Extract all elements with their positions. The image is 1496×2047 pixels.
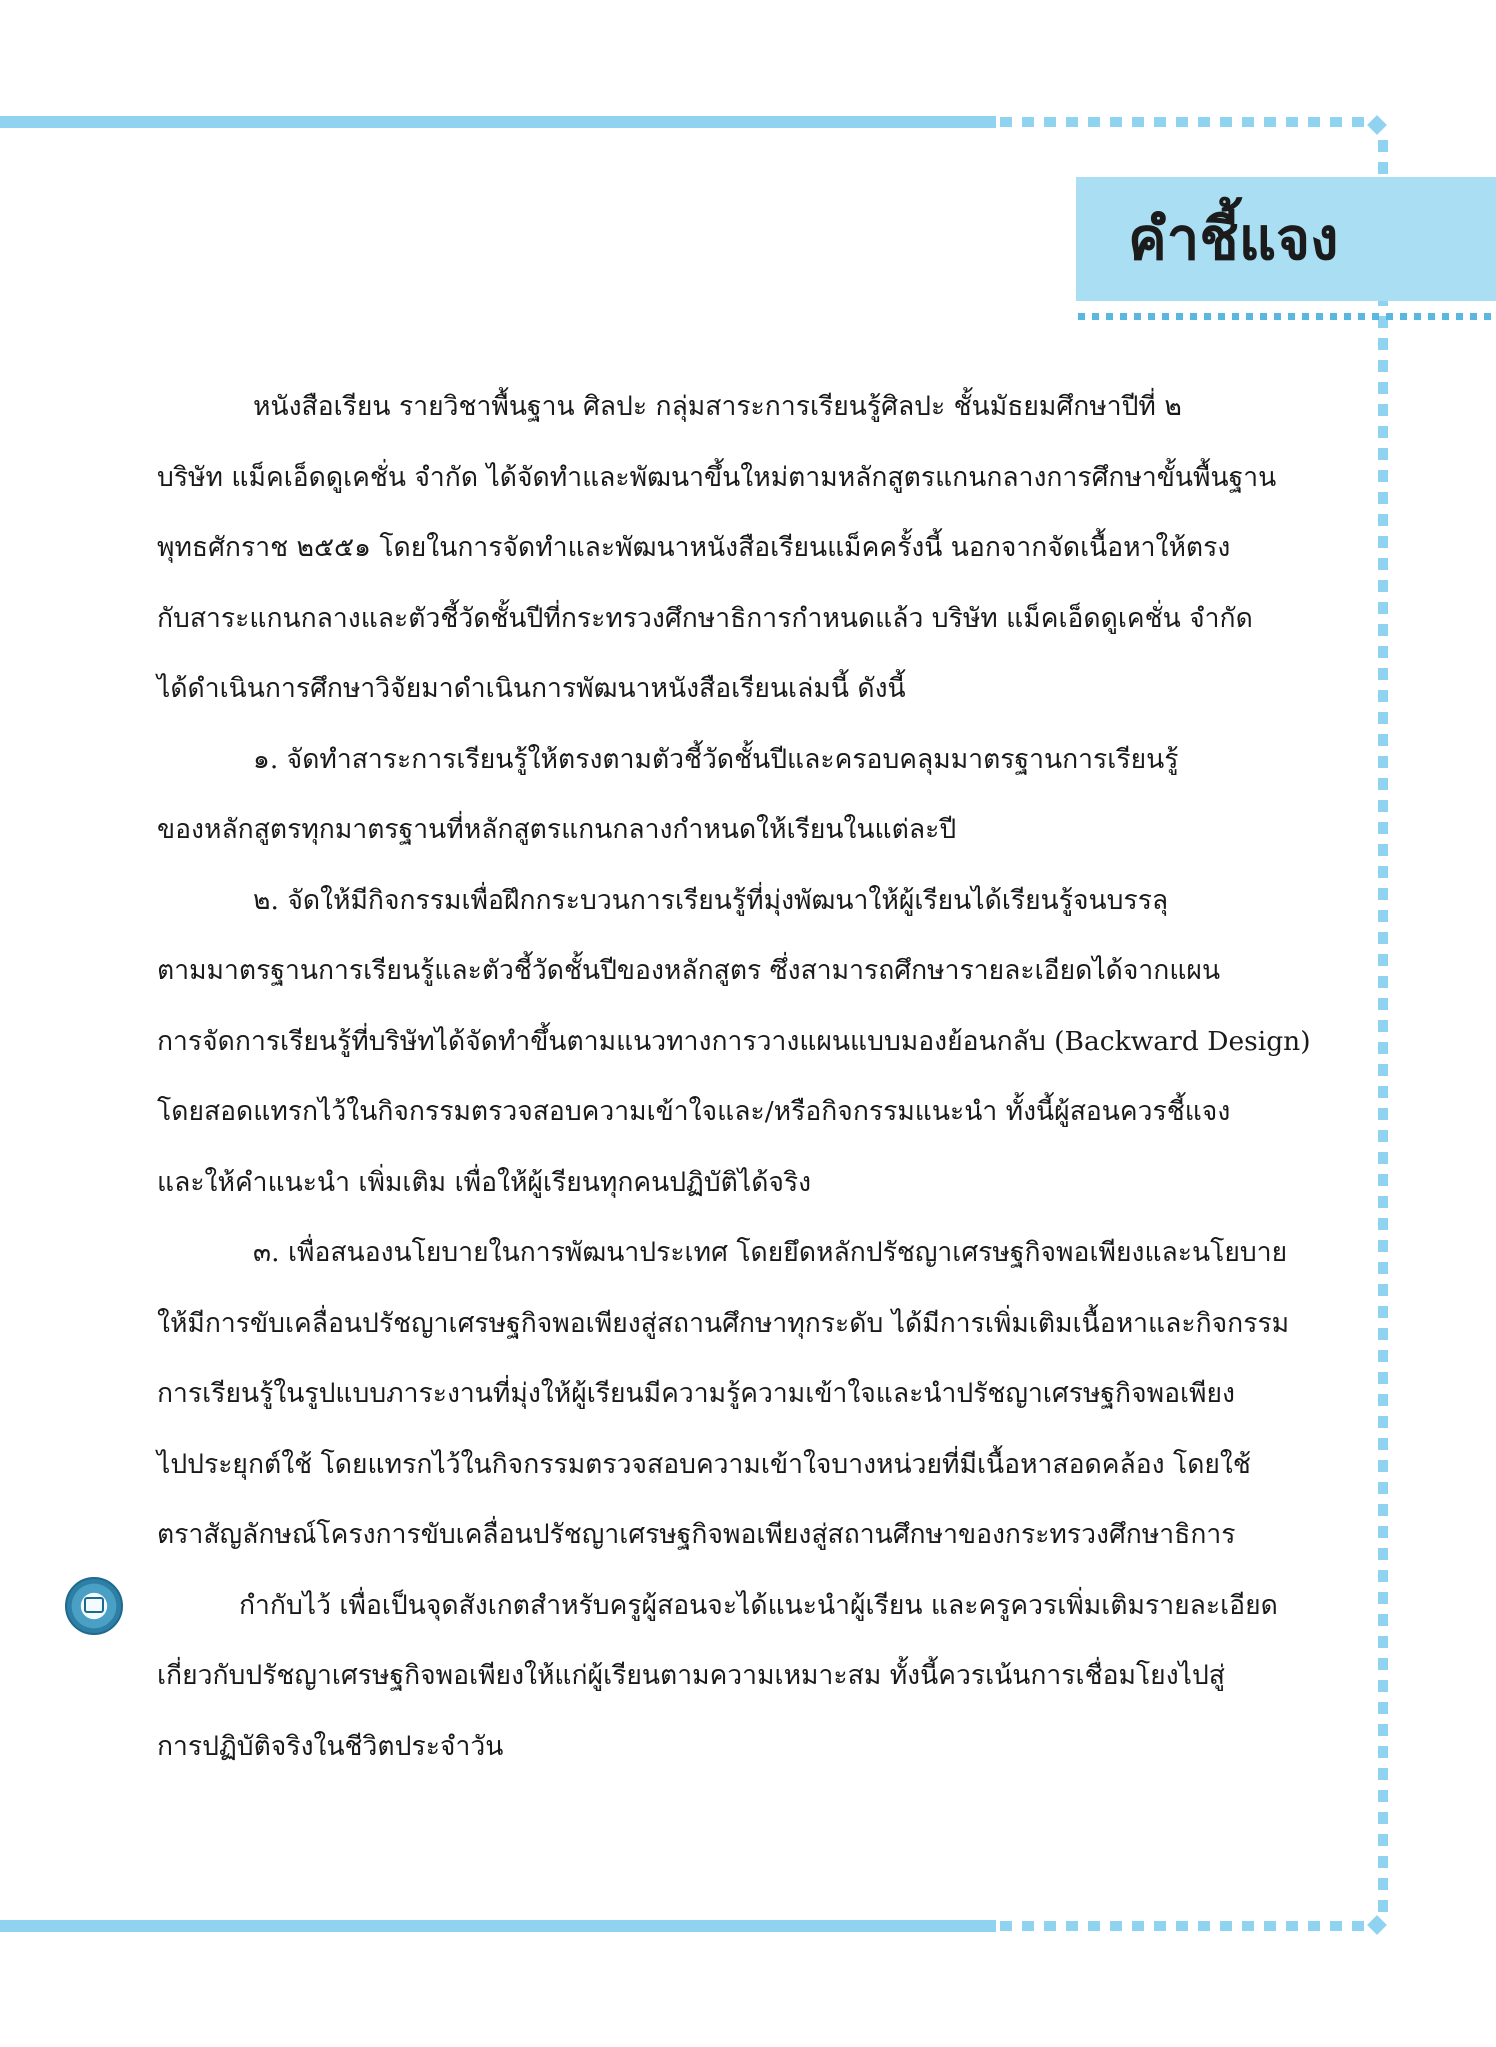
top-frame-dotted [1000, 117, 1364, 127]
text-line: หนังสือเรียน รายวิชาพื้นฐาน ศิลปะ กลุ่มสาระการเรียนรู้ศิลปะ ชั้นมัธยมศึกษาปีที่ ๒ [253, 391, 1182, 422]
text-line: ๒. จัดให้มีกิจกรรมเพื่อฝึกกระบวนการเรียนรู้ที่มุ่งพัฒนาให้ผู้เรียนได้เรียนรู้จนบรรลุ [253, 884, 1169, 916]
text-line: ของหลักสูตรทุกมาตรฐานที่หลักสูตรแกนกลางกำหนดให้เรียนในแต่ละปี [157, 814, 957, 845]
text-line: ตราสัญลักษณ์โครงการขับเคลื่อนปรัชญาเศรษฐกิจพอเพียงสู่สถานศึกษาของกระทรวงศึกษาธิการ [157, 1519, 1236, 1550]
text-line: บริษัท แม็คเอ็ดดูเคชั่น จำกัด ได้จัดทำและพัฒนาขึ้นใหม่ตามหลักสูตรแกนกลางการศึกษาขั้นพื้นฐาน [157, 461, 1277, 493]
document-body [157, 372, 1339, 1782]
top-frame-bar [0, 116, 996, 128]
bottom-frame-bar [0, 1920, 996, 1932]
text-line: โดยสอดแทรกไว้ในกิจกรรมตรวจสอบความเข้าใจและ/หรือกิจกรรมแนะนำ ทั้งนี้ผู้สอนควรชี้แจง [157, 1096, 1231, 1127]
text-line: กับสาระแกนกลางและตัวชี้วัดชั้นปีที่กระทรวงศึกษาธิการกำหนดแล้ว บริษัท แม็คเอ็ดดูเคชั่น จำกัด [157, 602, 1253, 634]
emblem-text-line [61, 1571, 1339, 1642]
title-underline-dotted [1078, 313, 1496, 320]
text-line: กำกับไว้ เพื่อเป็นจุดสังเกตสำหรับครูผู้สอนจะได้แนะนำผู้เรียน และครูควรเพิ่มเติมรายละเอียด [239, 1589, 1278, 1621]
top-right-corner-dot [1367, 115, 1387, 135]
text-line: ให้มีการขับเคลื่อนปรัชญาเศรษฐกิจพอเพียงสู่สถานศึกษาทุกระดับ ได้มีการเพิ่มเติมเนื้อหาและกิจกรรม [157, 1307, 1290, 1339]
text-line: การปฏิบัติจริงในชีวิตประจำวัน [157, 1730, 504, 1762]
text-line: ๓. เพื่อสนองนโยบายในการพัฒนาประเทศ โดยยึดหลักปรัชญาเศรษฐกิจพอเพียงและนโยบาย [253, 1237, 1288, 1268]
text-line: และให้คำแนะนำ เพิ่มเติม เพื่อให้ผู้เรียนทุกคนปฏิบัติได้จริง [157, 1166, 812, 1198]
sufficiency-economy-emblem-icon [65, 1577, 123, 1635]
paragraph-intro [157, 372, 1339, 725]
book-icon [84, 1597, 104, 1613]
paragraph-item-3 [157, 1218, 1339, 1782]
bottom-frame-dotted [1000, 1921, 1364, 1931]
paragraph-item-1 [157, 725, 1339, 866]
text-line: พุทธศักราช ๒๕๕๑ โดยในการจัดทำและพัฒนาหนังสือเรียนแม็คครั้งนี้ นอกจากจัดเนื้อหาให้ตรง [157, 532, 1231, 563]
text-line: ได้ดำเนินการศึกษาวิจัยมาดำเนินการพัฒนาหนังสือเรียนเล่มนี้ ดังนี้ [157, 673, 906, 704]
text-line: ๑. จัดทำสาระการเรียนรู้ให้ตรงตามตัวชี้วัดชั้นปีและครอบคลุมมาตรฐานการเรียนรู้ [253, 743, 1179, 775]
text-line: ไปประยุกต์ใช้ โดยแทรกไว้ในกิจกรรมตรวจสอบความเข้าใจบางหน่วยที่มีเนื้อหาสอดคล้อง โดยใช้ [157, 1448, 1251, 1480]
text-line: ตามมาตรฐานการเรียนรู้และตัวชี้วัดชั้นปีของหลักสูตร ซึ่งสามารถศึกษารายละเอียดได้จากแผน [157, 955, 1221, 986]
text-line: การจัดการเรียนรู้ที่บริษัทได้จัดทำขึ้นตามแนวทางการวางแผนแบบมองย้อนกลับ (Backward Design) [157, 1025, 1311, 1057]
right-frame-dotted [1378, 140, 1388, 1918]
text-line: เกี่ยวกับปรัชญาเศรษฐกิจพอเพียงให้แก่ผู้เรียนตามความเหมาะสม ทั้งนี้ควรเน้นการเชื่อมโยงไปสู่ [157, 1660, 1225, 1691]
page-title: คำชี้แจง [1128, 205, 1339, 273]
bottom-right-corner-dot [1367, 1915, 1387, 1935]
text-line: การเรียนรู้ในรูปแบบภาระงานที่มุ่งให้ผู้เรียนมีความรู้ความเข้าใจและนำปรัชญาเศรษฐกิจพอเพียง [157, 1378, 1235, 1409]
paragraph-item-2 [157, 866, 1339, 1219]
